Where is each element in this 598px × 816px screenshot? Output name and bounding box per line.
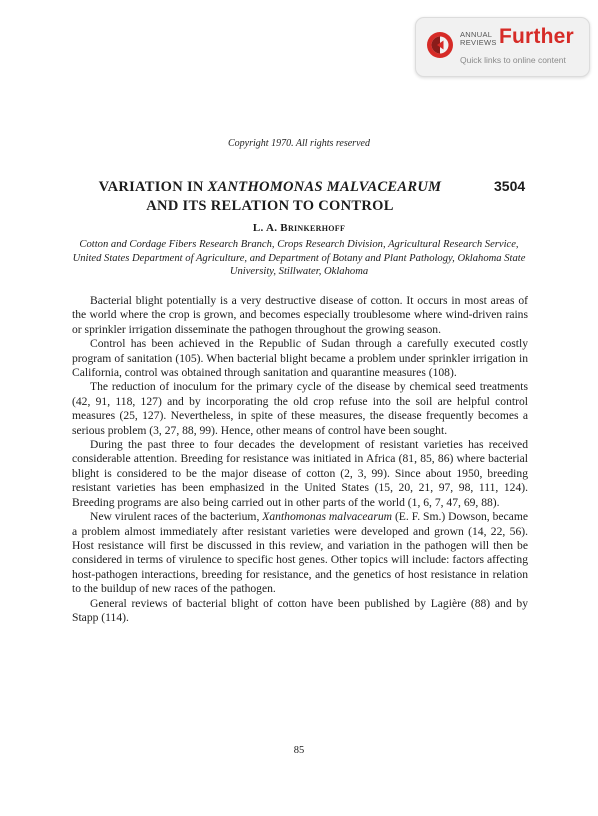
paragraph-4: During the past three to four decades the development of resistant varieties has received considerable attention. Breeding for resistance was initiated in Africa (81, 85, 86) where bacterial blight is considered to be the major disease of cotton (2, 3, 99). Since about 1950, breeding resistant varieties has been emphasized in the United States (15, 20, 21, 97, 98, 111, 124). Breeding programs are also being carried out in other parts of the world (1, 6, 7, 47, 69, 88). xyxy=(72,438,528,509)
copyright-notice: Copyright 1970. All rights reserved xyxy=(228,138,370,149)
title-part-1: VARIATION IN xyxy=(98,179,208,195)
author-affiliation: Cotton and Cordage Fibers Research Branch, Crops Research Division, Agricultural Research Service, United States Department of Agriculture, and Department of Botany and Plant Pathology, Oklahoma State University, Stillwater, Oklahoma xyxy=(72,239,526,277)
page-number: 85 xyxy=(293,745,305,756)
title-species: XANTHOMONAS MALVACEARUM xyxy=(207,179,442,195)
paragraph-5-species: Xanthomonas malvacearum xyxy=(262,510,393,524)
badge-tagline: Quick links to online content xyxy=(460,55,566,65)
chapter-number: 3504 xyxy=(494,178,526,194)
badge-reviews-text: REVIEWS xyxy=(460,38,497,47)
paragraph-5 xyxy=(72,510,528,596)
paragraph-2: Control has been achieved in the Republic of Sudan through a carefully executed costly program of sanitation (105). When bacterial blight became a problem under sprinkler irrigation in California, control was obtained through sanitation and quarantine measures (108). xyxy=(72,337,528,380)
title-part-2: AND ITS RELATION TO CONTROL xyxy=(146,198,394,214)
paragraph-5-rest: (E. F. Sm.) Dowson, became a problem almost immediately after resistant varieties were developed and grown (14, 22, 56). Host resistance will first be discussed in this review, and variation in the pathogen will then be considered in terms of virulence to specific host genes. Other topics will include: factors affecting host-pathogen interactions, breeding for resistance, and the genetics of host resistance in relation to the buildup of new races of the pathogen. xyxy=(72,510,528,596)
paragraph-3: The reduction of inoculum for the primary cycle of the disease by chemical seed treatments (42, 91, 118, 127) and by incorporating the old crop refuse into the soil are helpful control measures (25, 127). Nevertheless, in spite of these measures, the disease frequently becomes a serious problem (3, 27, 88, 99). Hence, other means of control have been sought. xyxy=(72,380,528,437)
further-badge[interactable] xyxy=(415,17,590,77)
annual-reviews-wordmark xyxy=(460,31,497,47)
article-body xyxy=(72,294,528,625)
author-text: L. A. Brinkerhoff xyxy=(252,222,346,234)
author-name xyxy=(0,222,598,234)
annual-reviews-logo-icon xyxy=(426,31,454,59)
paragraph-1: Bacterial blight potentially is a very destructive disease of cotton. It occurs in most areas of the world where the crop is grown, and becomes especially troublesome where wind-driven rains or sprinkler irrigation disseminate the pathogen throughout the growing season. xyxy=(72,294,528,336)
paragraph-6: General reviews of bacterial blight of cotton have been published by Lagière (88) and by Stapp (114). xyxy=(72,596,528,624)
badge-further-text: Further xyxy=(499,25,574,48)
badge-annual-text: ANNUAL xyxy=(460,30,493,39)
article-title xyxy=(60,178,480,216)
paragraph-5-start: New virulent races of the bacterium, xyxy=(90,510,263,524)
